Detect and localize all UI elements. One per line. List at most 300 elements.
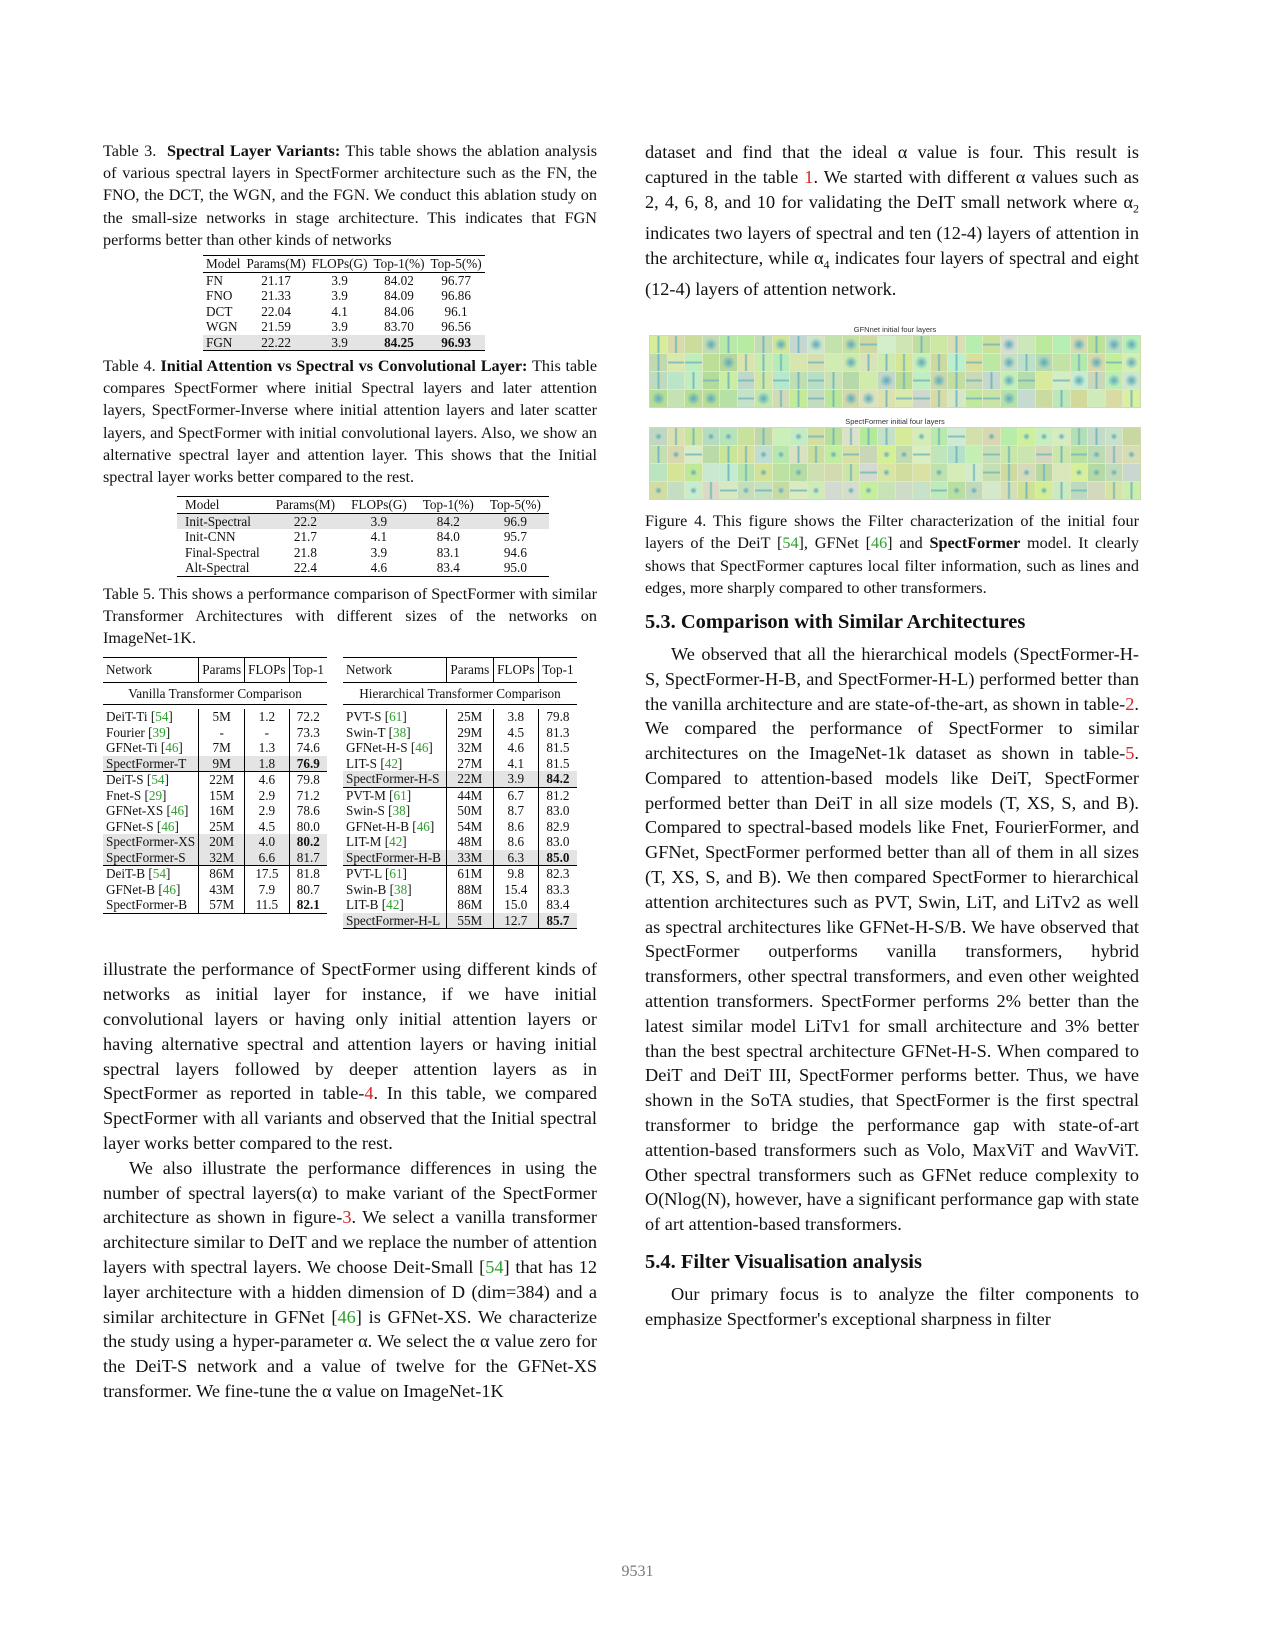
citation-link[interactable]: 42	[389, 834, 403, 850]
filter-tile	[913, 390, 930, 407]
filter-tile	[1001, 464, 1018, 481]
table-row: GFNet-H-B [46] 54M 8.6 82.9	[343, 819, 577, 835]
filter-tile	[1053, 428, 1070, 445]
filter-tile	[1088, 336, 1105, 353]
table-row: SpectFormer-S 32M 6.6 81.7	[103, 850, 327, 866]
filter-tile	[931, 428, 948, 445]
filter-tile	[825, 354, 842, 371]
filter-tile	[773, 464, 790, 481]
filter-tile	[825, 336, 842, 353]
table-row: SpectFormer-H-S 22M 3.9 84.2	[343, 771, 577, 787]
table-row: PVT-M [61] 44M 6.7 81.2	[343, 787, 577, 803]
filter-tile	[878, 428, 895, 445]
filter-tile	[843, 482, 860, 499]
filter-tile	[966, 390, 983, 407]
filter-tile	[860, 464, 877, 481]
filter-tile	[1018, 428, 1035, 445]
figure4-caption: Figure 4. This figure shows the Filter characterization of the initial four layers of the DeiT [54], GFNet [46] and SpectFormer model. It clearly shows that SpectFormer captures local filter information, such as lines and edges, more sharply compared to other transformers.	[645, 512, 1139, 597]
filter-tile	[983, 464, 1000, 481]
filter-tile	[1071, 390, 1088, 407]
filter-tile	[738, 372, 755, 389]
filter-tile	[1053, 446, 1070, 463]
filter-tile	[843, 354, 860, 371]
filter-tile	[1053, 464, 1070, 481]
filter-tile	[668, 372, 685, 389]
filter-tile	[720, 428, 737, 445]
cross-reference-link[interactable]: 5	[1125, 743, 1135, 764]
filter-tile	[1018, 336, 1035, 353]
table-row: GFNet-S [46] 25M 4.5 80.0	[103, 819, 327, 835]
filter-tile	[1053, 336, 1070, 353]
filter-tile	[966, 482, 983, 499]
filter-tile	[1036, 354, 1053, 371]
citation-link[interactable]: 54	[151, 772, 165, 788]
table-row: PVT-L [61] 61M 9.8 82.3	[343, 866, 577, 882]
filter-tile	[720, 464, 737, 481]
filter-tile	[720, 482, 737, 499]
filter-tile	[1106, 428, 1123, 445]
filter-tile	[913, 372, 930, 389]
filter-tile	[931, 336, 948, 353]
filter-tile	[685, 464, 702, 481]
filter-tile	[860, 372, 877, 389]
filter-tile	[1071, 372, 1088, 389]
filter-tile	[790, 372, 807, 389]
filter-tile	[808, 482, 825, 499]
filter-tile	[790, 446, 807, 463]
filter-tile	[790, 464, 807, 481]
filter-tile	[703, 372, 720, 389]
filter-tile	[1106, 482, 1123, 499]
filter-tile	[1018, 390, 1035, 407]
filter-tile	[825, 446, 842, 463]
filter-tile	[931, 390, 948, 407]
filter-tile	[720, 390, 737, 407]
filter-tile	[755, 482, 772, 499]
table-row: Init-CNN 21.7 4.1 84.0 95.7	[185, 529, 527, 545]
filter-tile	[966, 354, 983, 371]
filter-tile	[773, 372, 790, 389]
filter-tile	[1106, 446, 1123, 463]
filter-tile	[983, 372, 1000, 389]
filter-tile	[860, 336, 877, 353]
table-row: LIT-S [42] 27M 4.1 81.5	[343, 756, 577, 772]
table-row: SpectFormer-XS 20M 4.0 80.2	[103, 834, 327, 850]
filter-tile	[843, 446, 860, 463]
filter-tile	[983, 446, 1000, 463]
table-row: Final-Spectral 21.8 3.9 83.1 94.6	[185, 544, 527, 560]
filter-tile	[1123, 482, 1140, 499]
filter-tile	[703, 354, 720, 371]
cross-reference-link[interactable]: 1	[804, 166, 814, 187]
filter-tile	[1001, 372, 1018, 389]
table-row: Swin-T [38] 29M 4.5 81.3	[343, 725, 577, 741]
filter-tile	[896, 464, 913, 481]
filter-tile	[685, 446, 702, 463]
filter-tile	[1071, 464, 1088, 481]
table3	[203, 255, 485, 351]
section-5-3-paragraph: We observed that all the hierarchical models (SpectFormer-H-S, SpectFormer-H-B, and SpectFormer-H-L) performed better than the vanilla architecture and are state-of-the-art, as shown in table-2. We compared the performance of SpectFormer to similar architectures on the ImageNet-1k dataset as shown in table-5. Compared to attention-based models like DeiT, SpectFormer performed better than DeiT in all size models (T, XS, S, and B). Compared to spectral-based models like Fnet, FourierFormer, and GFNet, SpectFormer performed better than all of them in all sizes (T, XS, S, and B). We then compared SpectFormer to hierarchical attention architectures such as PVT, Swin, LiT, and LiTv2 as well as spectral architectures like GFNet-H-S/B. We have observed that SpectFormer outperforms vanilla transformers, hybrid transformers, other spectral transformers, and even other weighted attention transformers. SpectFormer performs 2% better than the latest similar model LiTv1 for small architecture and 3% better than the best spectral architecture GFNet-H-S. When compared to DeiT and DeiT III, SpectFormer performs better. Thus, we have shown in the SoTA studies, that SpectFormer is the first spectral transformer to bridge the performance gap with state-of-art attention-based transformers such as Volo, MaxViT and WavViT. Other spectral transformers such as GFNet reduce complexity to O(Nlog(N), however, have a significant performance gap with state of art attention-based transformers.	[645, 643, 1139, 1235]
filter-tile	[878, 390, 895, 407]
filter-tile	[720, 336, 737, 353]
filter-tile	[948, 372, 965, 389]
filter-tile	[1123, 428, 1140, 445]
table5-section-label: Hierarchical Transformer Comparison	[343, 682, 577, 705]
filter-tile	[878, 354, 895, 371]
filter-tile	[843, 428, 860, 445]
table-row: GFNet-B [46] 43M 7.9 80.7	[103, 882, 327, 898]
filter-tile	[896, 336, 913, 353]
filter-tile	[1018, 446, 1035, 463]
citation-link[interactable]: 46	[415, 740, 429, 756]
filter-tile	[650, 464, 667, 481]
filter-tile	[896, 428, 913, 445]
citation-link[interactable]: 61	[393, 787, 407, 803]
filter-tile	[808, 372, 825, 389]
filter-tile	[1036, 482, 1053, 499]
filter-tile	[703, 446, 720, 463]
citation-link[interactable]: 42	[386, 897, 400, 913]
table-row: SpectFormer-T 9M 1.8 76.9	[103, 756, 327, 772]
filter-tile	[790, 354, 807, 371]
table-row: LIT-B [42] 86M 15.0 83.4	[343, 897, 577, 913]
figure-4	[649, 324, 1141, 500]
table-row: SpectFormer-H-L 55M 12.7 85.7	[343, 913, 577, 929]
filter-tile	[948, 428, 965, 445]
filter-tile	[1001, 390, 1018, 407]
filter-tile	[755, 428, 772, 445]
filter-tile	[860, 482, 877, 499]
citation-link[interactable]: 46	[161, 818, 175, 834]
table-row: Alt-Spectral 22.4 4.6 83.4 95.0	[177, 560, 549, 576]
filter-tile	[1071, 354, 1088, 371]
table-row: WGN 21.59 3.9 83.70 96.56	[206, 319, 471, 335]
right-column	[645, 140, 1139, 1332]
filter-tile	[983, 482, 1000, 499]
filter-tile	[966, 446, 983, 463]
filter-tile	[755, 446, 772, 463]
filter-tile	[931, 372, 948, 389]
table5-caption: Table 5. This shows a performance comparison of SpectFormer with similar Transformer Architectures with different sizes of the networks on ImageNet-1K.	[103, 584, 597, 648]
filter-tile	[650, 336, 667, 353]
cross-reference-link[interactable]: 3	[342, 1207, 352, 1228]
filter-tile	[685, 390, 702, 407]
filter-tile	[1123, 446, 1140, 463]
filter-tile	[1036, 464, 1053, 481]
filter-tile	[1001, 428, 1018, 445]
table-row: Fnet-S [29] 15M 2.9 71.2	[103, 788, 327, 804]
citation-link[interactable]: 54	[485, 1256, 504, 1277]
figure-title-spectformer: SpectFormer initial four layers	[845, 417, 945, 427]
filter-tile	[931, 354, 948, 371]
filter-tile	[773, 428, 790, 445]
filter-tile	[966, 336, 983, 353]
filter-tile	[790, 482, 807, 499]
citation-link[interactable]: 46	[162, 881, 176, 897]
filter-tile	[1001, 354, 1018, 371]
filter-tile	[773, 482, 790, 499]
filter-tile	[755, 372, 772, 389]
filter-tile	[1018, 464, 1035, 481]
filter-tile	[720, 354, 737, 371]
filter-tile	[931, 482, 948, 499]
table-row: PVT-S [61] 25M 3.8 79.8	[343, 709, 577, 725]
filter-tile	[738, 354, 755, 371]
section-5-4-paragraph: Our primary focus is to analyze the filter components to emphasize Spectformer's exceptional sharpness in filter	[645, 1284, 1139, 1329]
citation-link[interactable]: 38	[393, 724, 407, 740]
filter-tile	[896, 390, 913, 407]
filter-tile	[1036, 372, 1053, 389]
filter-tile	[896, 354, 913, 371]
filter-tile	[703, 428, 720, 445]
citation-link[interactable]: 46	[165, 740, 179, 756]
filter-tile	[896, 482, 913, 499]
filter-tile	[668, 446, 685, 463]
table-row: DeiT-B [54] 86M 17.5 81.8	[103, 866, 327, 882]
filter-tile	[755, 354, 772, 371]
filter-tile	[913, 464, 930, 481]
filter-tile	[860, 428, 877, 445]
table-row: Fourier [39] - - 73.3	[103, 725, 327, 741]
filter-tile	[860, 446, 877, 463]
filter-tile	[825, 428, 842, 445]
filter-tile	[983, 336, 1000, 353]
filter-tile	[1053, 482, 1070, 499]
gfnet-filter-grid	[649, 335, 1141, 408]
table-row: FNO 21.33 3.9 84.09 96.86	[206, 288, 471, 304]
table-row: GFNet-XS [46] 16M 2.9 78.6	[103, 803, 327, 819]
filter-tile	[878, 446, 895, 463]
filter-tile	[1088, 482, 1105, 499]
filter-tile	[913, 446, 930, 463]
filter-tile	[790, 390, 807, 407]
filter-tile	[878, 464, 895, 481]
filter-tile	[1001, 446, 1018, 463]
filter-tile	[931, 446, 948, 463]
filter-tile	[896, 372, 913, 389]
filter-tile	[685, 336, 702, 353]
filter-tile	[1106, 464, 1123, 481]
table-row: GFNet-Ti [46] 7M 1.3 74.6	[103, 740, 327, 756]
filter-tile	[790, 336, 807, 353]
table-row: FN 21.17 3.9 84.02 96.77	[206, 272, 471, 288]
filter-tile	[668, 428, 685, 445]
table-row: DeiT-S [54] 22M 4.6 79.8	[103, 772, 327, 788]
table5-header: Network Params FLOPs Top-1	[103, 658, 327, 683]
filter-tile	[1088, 354, 1105, 371]
citation-link[interactable]: 39	[152, 724, 166, 740]
table-row: Init-Spectral 22.2 3.9 84.2 96.9	[177, 513, 549, 529]
filter-tile	[738, 390, 755, 407]
filter-tile	[1018, 372, 1035, 389]
filter-tile	[913, 428, 930, 445]
filter-tile	[1053, 372, 1070, 389]
filter-tile	[1071, 446, 1088, 463]
filter-tile	[738, 336, 755, 353]
filter-tile	[825, 482, 842, 499]
filter-tile	[1071, 482, 1088, 499]
filter-tile	[650, 482, 667, 499]
filter-tile	[878, 482, 895, 499]
filter-tile	[896, 446, 913, 463]
filter-tile	[1123, 336, 1140, 353]
figure-title-gfnet: GFNnet initial four layers	[853, 325, 937, 335]
citation-link[interactable]: 46	[170, 803, 185, 819]
filter-tile	[773, 336, 790, 353]
table4-caption: Table 4. Initial Attention vs Spectral vs Convolutional Layer: This table compares SpectFormer where initial Spectral layers and later attention layers, SpectFormer-Inverse where initial attention layers and later scatter layers, and SpectFormer with initial convolutional layers. Also, we show an alternative spectral layer and attention layer. This shows that the Initial spectral layer works better compared to the rest.	[103, 357, 598, 487]
table5-vanilla	[103, 657, 327, 914]
table3-header: Model Params(M) FLOPs(G) Top-1(%) Top-5(%)	[203, 256, 485, 273]
filter-tile	[1106, 354, 1123, 371]
spectformer-filter-grid	[649, 427, 1141, 500]
filter-tile	[773, 390, 790, 407]
filter-tile	[1088, 464, 1105, 481]
filter-tile	[931, 464, 948, 481]
filter-tile	[773, 446, 790, 463]
filter-tile	[1001, 482, 1018, 499]
filter-tile	[808, 354, 825, 371]
filter-tile	[668, 354, 685, 371]
filter-tile	[1088, 428, 1105, 445]
citation-link[interactable]: 46	[416, 818, 430, 834]
filter-tile	[1071, 336, 1088, 353]
filter-tile	[668, 464, 685, 481]
right-paragraph-0: dataset and find that the ideal α value is four. This result is captured in the table 1. We started with different α values such as 2, 4, 6, 8, and 10 for validating the DeIT small network where $\alpha_2$ indicates two layers of spectral and ten (12-4) layers of attention in the architecture, while $\alpha_4$ indicates four layers of spectral and eight (12-4) layers of attention network.	[645, 142, 1139, 300]
filter-tile	[685, 372, 702, 389]
filter-tile	[755, 390, 772, 407]
left-column	[103, 140, 597, 1404]
filter-tile	[1001, 336, 1018, 353]
filter-tile	[650, 428, 667, 445]
table-row: LIT-M [42] 48M 8.6 83.0	[343, 834, 577, 850]
filter-tile	[878, 336, 895, 353]
citation-link[interactable]: 38	[394, 881, 408, 897]
filter-tile	[808, 464, 825, 481]
filter-tile	[650, 446, 667, 463]
citation-link[interactable]: 61	[389, 866, 403, 882]
table-row: SpectFormer-H-B 33M 6.3 85.0	[343, 850, 577, 866]
citation-link[interactable]: 54	[155, 709, 169, 725]
table5-header: Network Params FLOPs Top-1	[343, 658, 577, 683]
filter-tile	[720, 446, 737, 463]
filter-tile	[948, 482, 965, 499]
citation-link[interactable]: 46	[337, 1306, 356, 1327]
cross-reference-link[interactable]: 4	[364, 1083, 374, 1104]
table5-hierarchical	[343, 657, 577, 929]
table-row: DCT 22.04 4.1 84.06 96.1	[206, 303, 468, 319]
filter-tile	[1088, 372, 1105, 389]
filter-tile	[1106, 390, 1123, 407]
filter-tile	[878, 372, 895, 389]
citation-link[interactable]: 46	[870, 534, 888, 553]
filter-tile	[1106, 336, 1123, 353]
cross-reference-link[interactable]: 2	[1125, 693, 1135, 714]
filter-tile	[843, 390, 860, 407]
filter-tile	[913, 354, 930, 371]
filter-tile	[843, 464, 860, 481]
filter-tile	[1071, 428, 1088, 445]
left-paragraph-1: illustrate the performance of SpectFormer using different kinds of networks as initial layer for instance, if we have initial convolutional layers or having only initial attention layers or having alternative spectral and attention layers or having initial spectral layers followed by deeper attention layers as in SpectFormer as reported in table-4. In this table, we compared SpectFormer with all variants and observed that the Initial spectral layer works better compared to the rest.	[103, 959, 597, 1153]
filter-tile	[1088, 390, 1105, 407]
section-5-3-heading: 5.3. Comparison with Similar Architectures	[645, 610, 1026, 633]
filter-tile	[685, 482, 702, 499]
filter-tile	[720, 372, 737, 389]
filter-tile	[966, 372, 983, 389]
filter-tile	[808, 336, 825, 353]
filter-tile	[825, 372, 842, 389]
filter-tile	[1036, 428, 1053, 445]
filter-tile	[913, 336, 930, 353]
filter-tile	[668, 482, 685, 499]
table3-caption: Table 3. Spectral Layer Variants: This table shows the ablation analysis of various spectral layers in SpectFormer architecture such as the FN, the FNO, the DCT, the WGN, and the FGN. We conduct this ablation study on the small-size networks in stage architecture. This indicates that FGN performs better than other kinds of networks	[103, 142, 598, 249]
filter-tile	[983, 428, 1000, 445]
filter-tile	[685, 428, 702, 445]
table-row: DeiT-Ti [54] 5M 1.2 72.2	[103, 709, 327, 725]
citation-link[interactable]: 61	[389, 709, 403, 725]
filter-tile	[773, 354, 790, 371]
filter-tile	[808, 428, 825, 445]
filter-tile	[860, 354, 877, 371]
filter-tile	[808, 446, 825, 463]
filter-tile	[808, 390, 825, 407]
filter-tile	[738, 428, 755, 445]
citation-link[interactable]: 29	[148, 787, 163, 803]
filter-tile	[1088, 446, 1105, 463]
table4	[177, 496, 549, 577]
filter-tile	[1036, 390, 1053, 407]
filter-tile	[650, 390, 667, 407]
table4-header: Model Params(M) FLOPs(G) Top-1(%) Top-5(%)	[177, 497, 549, 514]
filter-tile	[1018, 482, 1035, 499]
filter-tile	[668, 390, 685, 407]
filter-tile	[738, 446, 755, 463]
filter-tile	[860, 390, 877, 407]
filter-tile	[738, 464, 755, 481]
filter-tile	[703, 464, 720, 481]
filter-tile	[755, 336, 772, 353]
citation-link[interactable]: 42	[384, 755, 398, 771]
filter-tile	[1053, 354, 1070, 371]
table-row: SpectFormer-B 57M 11.5 82.1	[103, 897, 327, 913]
filter-tile	[685, 354, 702, 371]
table-row: Swin-S [38] 50M 8.7 83.0	[343, 803, 577, 819]
citation-link[interactable]: 38	[392, 803, 406, 819]
filter-tile	[1106, 372, 1123, 389]
filter-tile	[703, 390, 720, 407]
filter-tile	[790, 428, 807, 445]
filter-tile	[825, 464, 842, 481]
filter-tile	[948, 354, 965, 371]
left-paragraph-2: We also illustrate the performance differences in using the number of spectral layers(α) to make variant of the SpectFormer architecture as shown in figure-3. We select a vanilla transformer architecture similar to DeIT and we replace the number of attention layers with spectral layers. We choose Deit-Small [54] that has 12 layer architecture with a hidden dimension of D (dim=384) and a similar architecture in GFNet [46] is GFNet-XS. We characterize the study using a hyper-parameter α. We select the α value zero for the DeiT-S network and a value of twelve for the GFNet-XS transformer. We fine-tune the α value on ImageNet-1K	[103, 1157, 598, 1401]
filter-tile	[755, 464, 772, 481]
table5-section-label: Vanilla Transformer Comparison	[103, 682, 327, 705]
filter-tile	[1123, 354, 1140, 371]
citation-link[interactable]: 54	[152, 866, 166, 882]
filter-tile	[843, 336, 860, 353]
table-row: GFNet-H-S [46] 32M 4.6 81.5	[343, 740, 577, 756]
citation-link[interactable]: 54	[782, 534, 799, 553]
filter-tile	[843, 372, 860, 389]
filter-tile	[650, 372, 667, 389]
filter-tile	[948, 336, 965, 353]
filter-tile	[1036, 336, 1053, 353]
filter-tile	[703, 482, 720, 499]
filter-tile	[825, 390, 842, 407]
filter-tile	[1053, 390, 1070, 407]
filter-tile	[1123, 464, 1140, 481]
filter-tile	[913, 482, 930, 499]
filter-tile	[948, 464, 965, 481]
